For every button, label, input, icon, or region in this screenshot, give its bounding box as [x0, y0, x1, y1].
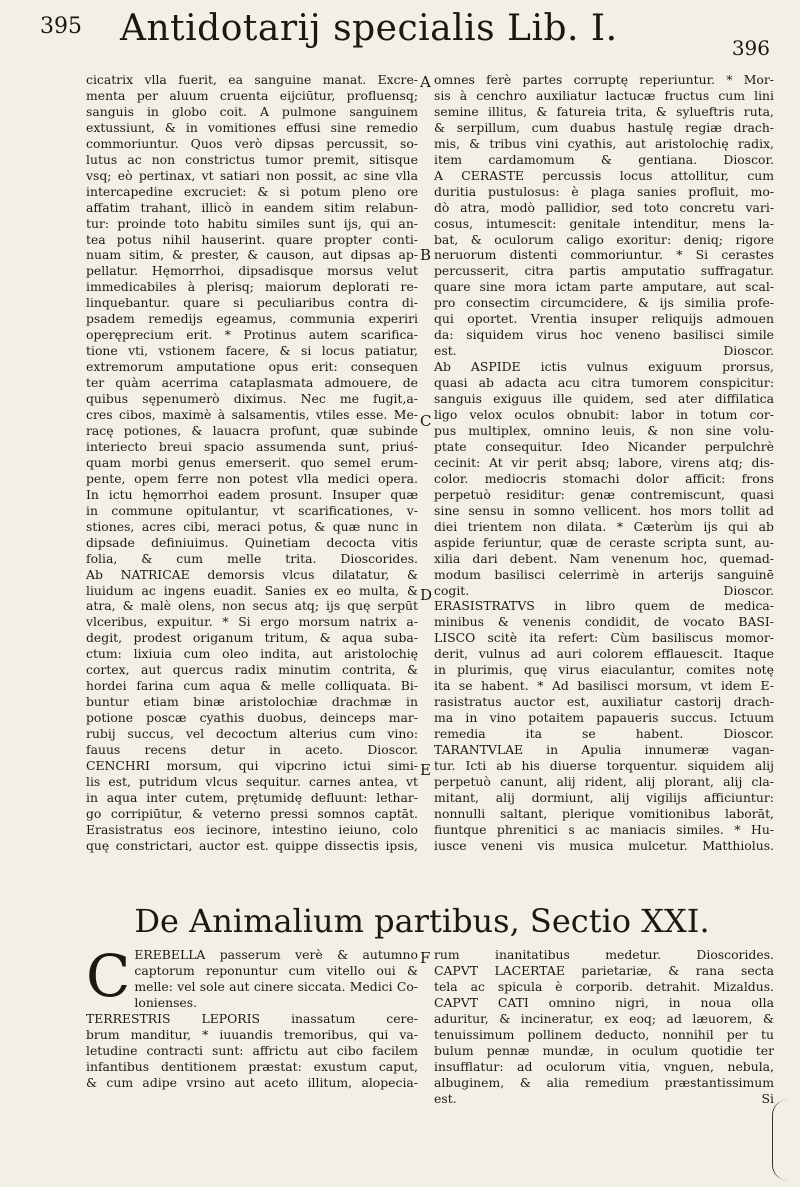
- text-line: atra, & malè olens, non secus atq; ijs quę serpūt: [86, 598, 418, 614]
- text-line: melle: vel sole aut cinere siccata. Medici Co-: [134, 978, 418, 994]
- text-line: bulum pennæ mundæ, in oculum quotidie ter: [434, 1042, 774, 1058]
- text-line: aspide feriuntur, quæ de ceraste scripta sunt, au-: [434, 534, 774, 550]
- text-line: tela ac spicula è corporib. detrahit. Mizaldus.: [434, 978, 774, 994]
- text-line: immedicabiles à plerisq; maiorum deplorati re-: [86, 279, 418, 295]
- text-line: tur. Icti ab his diuerse torquentur. siquidem alij: [434, 757, 774, 773]
- text-line: CAPVT CATI omnino nigri, in noua olla: [434, 994, 774, 1010]
- text-line: nuam sitim, & prester, & causon, aut dipsas ap-: [86, 247, 418, 263]
- text-line: cogit. Dioscor.: [434, 582, 774, 598]
- page-header: [40, 6, 770, 66]
- text-line: sis à cenchro auxiliatur lactucæ fructus cum lini: [434, 87, 774, 103]
- text-line: folia, & cum melle trita. Dioscorides.: [86, 550, 418, 566]
- text-line: ctum: lixiuia cum oleo indita, aut aristolochię: [86, 646, 418, 662]
- text-line: cosus, intumescit: genitale intenditur, mens la-: [434, 215, 774, 231]
- margin-marker-a: A: [420, 73, 431, 91]
- text-line: omnes ferè partes corruptę reperiuntur. * Mor-: [434, 72, 774, 87]
- text-line: quare sine mora ictam parte amputare, aut scal-: [434, 279, 774, 295]
- text-line: rasistratus auctor est, auxiliatur castorij drach-: [434, 694, 774, 710]
- text-line: psadem remedijs egeamus, communia experiri: [86, 311, 418, 327]
- text-line: derit, vulnus ad auri colorem efflauescit. Itaque: [434, 646, 774, 662]
- text-line: item cardamomum & gentiana. Dioscor.: [434, 151, 774, 167]
- text-line: color. mediocris stomachi dolor afficit: frons: [434, 470, 774, 486]
- text-line: ma in vino potaitem papaueris succus. Ictuum: [434, 710, 774, 726]
- text-line: diei trientem non dilata. * Cæterùm ijs qui ab: [434, 518, 774, 534]
- text-line: tur: proinde toto habitu similes sunt ijs, qui an-: [86, 215, 418, 231]
- right-column: [434, 72, 774, 897]
- text-line: modum basilisci celerrimè in arterijs sanguinē: [434, 566, 774, 582]
- left-column: [86, 72, 418, 897]
- text-line: neruorum distenti commoriuntur. * Si cerastes: [434, 247, 774, 263]
- left-column-section: [86, 947, 418, 1177]
- text-line: in aqua inter cutem, prętumidę defluunt: lethar-: [86, 789, 418, 805]
- text-line: percusserit, citra partis amputatio suffragatur.: [434, 263, 774, 279]
- text-line: extussiunt, & in vomitiones effusi sine remedio: [86, 119, 418, 135]
- text-line: CENCHRI morsum, qui vipcrino ictui simi-: [86, 757, 418, 773]
- margin-marker-d: D: [420, 586, 433, 604]
- left-section-lines: [86, 947, 418, 1091]
- text-line: intercapedine excruciet: & si potum pleno ore: [86, 183, 418, 199]
- text-line: interiecto breui spacio assumenda sunt, priuś-: [86, 438, 418, 454]
- text-line: in plurimis, quę virus eiaculantur, comites notę: [434, 662, 774, 678]
- text-line: dipsade definiuimus. Quinetiam decocta vitis: [86, 534, 418, 550]
- text-line: qui oportet. Vrentia insuper reliquijs admouen: [434, 311, 774, 327]
- text-line: lutus ac non constrictus tumor premit, sitisque: [86, 151, 418, 167]
- text-line: affatim trahant, illicò in eandem sitim relabun-: [86, 199, 418, 215]
- text-line: vsq; eò pertinax, vt satiari non possit, ac sine vlla: [86, 167, 418, 183]
- text-line: In ictu hęmorrhoi eadem prosunt. Insuper quæ: [86, 486, 418, 502]
- text-line: cicatrix vlla fuerit, ea sanguine manat. Excre-: [86, 72, 418, 87]
- section-heading: De Animalium partibus, Sectio XXI.: [134, 902, 710, 940]
- text-line: ERASISTRATVS in libro quem de medica-: [434, 598, 774, 614]
- text-line: quam morbi genus emerserit. quo semel erum-: [86, 454, 418, 470]
- text-line: lonienses.: [134, 994, 198, 1010]
- text-line: infantibus dentitionem præstat: exustum caput,: [86, 1058, 418, 1074]
- running-title: Antidotarij specialis Lib. I.: [120, 8, 618, 49]
- text-line: Ab NATRICAE demorsis vlcus dilatatur, &: [86, 566, 418, 582]
- text-line: fauus recens detur in aceto. Dioscor.: [86, 742, 418, 758]
- text-line: sanguis exiguus ille quidem, sed ater diffilatica: [434, 391, 774, 407]
- text-line: A CERASTE percussis locus attollitur, cum: [434, 167, 774, 183]
- text-line: TARANTVLAE in Apulia innumeræ vagan-: [434, 742, 774, 758]
- text-line: sanguis in globo coit. A pulmone sanguinem: [86, 103, 418, 119]
- text-line: liuidum ac ingens euadit. Sanies ex eo multa, &: [86, 582, 418, 598]
- text-line: captorum reponuntur cum vitello oui &: [134, 962, 418, 978]
- text-line: semine illitus, & fatureia trita, & sylueftris ruta,: [434, 103, 774, 119]
- text-line: & cum adipe vrsino aut aceto illitum, alopecia-: [86, 1074, 418, 1090]
- text-line: commoriuntur. Quos verò dipsas percussit, so-: [86, 135, 418, 151]
- text-line: linquebantur. quare si peculiaribus contra di-: [86, 295, 418, 311]
- text-line: duritia pustulosus: è plaga sanies profluit, mo-: [434, 183, 774, 199]
- text-line: extremorum amputatione opus erit: consequen: [86, 359, 418, 375]
- text-line: cortex, aut quercus radix minutim contrita, &: [86, 662, 418, 678]
- text-line: da: siquidem virus hoc veneno basilisci simile: [434, 327, 774, 343]
- text-line: TERRESTRIS LEPORIS inassatum cere-: [86, 1010, 418, 1026]
- text-line: buntur etiam binæ aristolochiæ drachmæ in: [86, 694, 418, 710]
- page-number-left: 395: [40, 14, 82, 39]
- text-line: operęprecium erit. * Protinus autem scarifica-: [86, 327, 418, 343]
- text-line: bat, & oculorum caligo exoritur: deniq; rigore: [434, 231, 774, 247]
- text-line: CAPVT LACERTAE parietariæ, & rana secta: [434, 962, 774, 978]
- text-line: EREBELLA passerum verè & autumno: [134, 947, 418, 962]
- text-line: brum manditur, * iuuandis tremoribus, qui va-: [86, 1026, 418, 1042]
- text-line: perpetuò canunt, alij rident, alij plorant, alij cla-: [434, 773, 774, 789]
- text-line: mitant, alij dormiunt, alij vigilijs afficiuntur:: [434, 789, 774, 805]
- text-line: ita se habent. * Ad basilisci morsum, vt idem E-: [434, 678, 774, 694]
- text-line: lis est, putridum vlcus sequitur. carnes antea, vt: [86, 773, 418, 789]
- drop-cap: C: [86, 947, 131, 1010]
- text-line: quibus sępenumerò diximus. Nec me fugit,a-: [86, 391, 418, 407]
- margin-marker-c: C: [420, 412, 432, 430]
- text-line: quasi ab adacta acu citra tumorem conspicitur:: [434, 375, 774, 391]
- text-line: LISCO scitè ita refert: Cùm basiliscus momor-: [434, 630, 774, 646]
- text-line: & serpillum, cum duabus hastulę regiæ drach-: [434, 119, 774, 135]
- text-line: letudine contracti sunt: affrictu aut cibo facilem: [86, 1042, 418, 1058]
- text-line: sine sensu in somno vellicent. hos mors tollit ad: [434, 502, 774, 518]
- text-line: nonnulli saltant, plerique vomitionibus laborāt,: [434, 805, 774, 821]
- text-line: pente, opem ferre non potest vlla medici opera.: [86, 470, 418, 486]
- page-edge-mark: [772, 1100, 787, 1180]
- text-line: rum inanitatibus medetur. Dioscorides.: [434, 947, 774, 962]
- text-line: Ab ASPIDE ictis vulnus exiguum prorsus,: [434, 359, 774, 375]
- text-line: insufflatur: ad oculorum vitia, vnguen, nebula,: [434, 1058, 774, 1074]
- text-line: cecinit: At vir perit absq; labore, virens atq; dis-: [434, 454, 774, 470]
- text-line: albuginem, & alia remedium præstantissimum: [434, 1074, 774, 1090]
- text-line: go corripiūtur, & veterno pressi somnos captāt.: [86, 805, 418, 821]
- margin-marker-b: B: [420, 246, 432, 264]
- text-line: tenuissimum pollinem deducto, nonnihil per tu: [434, 1026, 774, 1042]
- text-line: menta per aluum cruenta eijciūtur, profluensq;: [86, 87, 418, 103]
- text-line: hordei farina cum aqua & melle colliquata. Bi-: [86, 678, 418, 694]
- text-line: iusce veneni vis musica mulcetur. Matthiolus.: [434, 837, 774, 853]
- page-number-right: 396: [731, 36, 770, 60]
- text-line: fiuntque phrenitici s ac maniacis similes. * Hu-: [434, 821, 774, 837]
- text-line: perpetuò residitur: genæ contremiscunt, quasi: [434, 486, 774, 502]
- text-line: racę potiones, & lauacra profunt, quæ subinde: [86, 422, 418, 438]
- text-line: xilia dari debent. Nam venenum hoc, quemad-: [434, 550, 774, 566]
- text-line: degit, prodest origanum tritum, & aqua suba-: [86, 630, 418, 646]
- text-line: tione vti, vstionem facere, & si locus patiatur,: [86, 343, 418, 359]
- text-line: Erasistratus eos iecinore, intestino ieiuno, colo: [86, 821, 418, 837]
- text-line: ter quàm acerrima cataplasmata admouere, de: [86, 375, 418, 391]
- text-line: potione poscæ cyathis duobus, deinceps mar-: [86, 710, 418, 726]
- text-line: pro consectim circumcidere, & ijs similia profe-: [434, 295, 774, 311]
- text-line: stiones, acres cibi, meraci potus, & quæ nunc in: [86, 518, 418, 534]
- text-line: ptate consequitur. Ideo Nicander perpulchrè: [434, 438, 774, 454]
- margin-marker-f: F: [420, 949, 431, 967]
- text-line: minibus & venenis condidit, de vocato BASI-: [434, 614, 774, 630]
- margin-marker-e: E: [420, 761, 431, 779]
- text-line: rubij succus, vel decoctum alterius cum vino:: [86, 726, 418, 742]
- text-line: vlceribus, expuitur. * Si ergo morsum natrix a-: [86, 614, 418, 630]
- text-line: cres cibos, maximè à salsamentis, vtiles esse. Me-: [86, 407, 418, 423]
- text-line: est. Si: [434, 1090, 774, 1106]
- text-line: aduritur, & incineratur, ex eoq; ad læuorem, &: [434, 1010, 774, 1026]
- text-line: dò atra, modò pallidior, sed toto concretu vari-: [434, 199, 774, 215]
- text-line: in commune opitulantur, vt scarificationes, v-: [86, 502, 418, 518]
- text-line: est. Dioscor.: [434, 343, 774, 359]
- text-line: ligo velox oculos obnubit: labor in totum cor-: [434, 407, 774, 423]
- text-line: tea potus nihil hauserint. quare propter conti-: [86, 231, 418, 247]
- right-column-section: [434, 947, 774, 1177]
- text-line: remedia ita se habent. Dioscor.: [434, 726, 774, 742]
- text-line: mis, & tribus vini cyathis, aut aristolochię radix,: [434, 135, 774, 151]
- text-line: pellatur. Hęmorrhoi, dipsadisque morsus velut: [86, 263, 418, 279]
- text-line: quę constrictari, auctor est. quippe dissectis ipsis,: [86, 837, 418, 853]
- text-line: pus multiplex, omnino leuis, & non sine volu-: [434, 422, 774, 438]
